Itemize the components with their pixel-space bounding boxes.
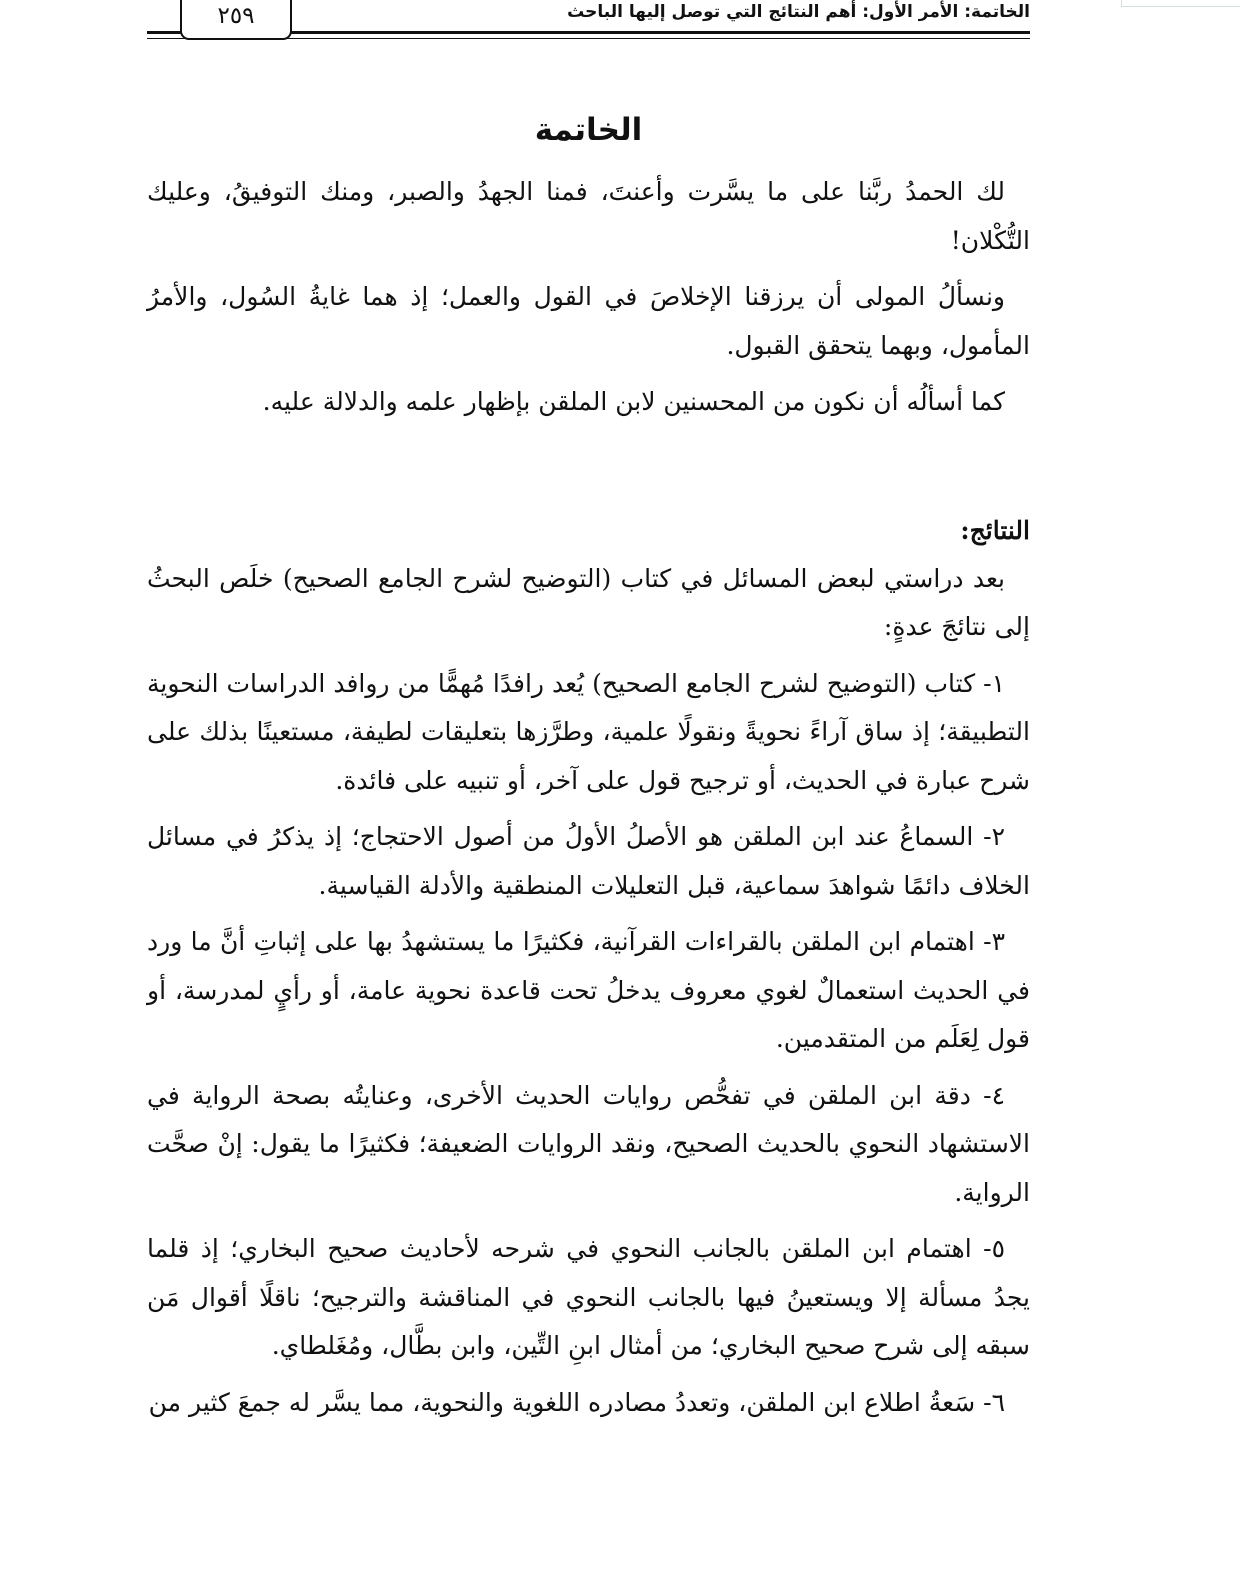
results-heading: النتائج: <box>960 515 1030 545</box>
page-body <box>147 108 1030 1435</box>
result-item-2: ٢- السماعُ عند ابن الملقن هو الأصلُ الأولُ من أصول الاحتجاج؛ إذ يذكرُ في مسائل الخلاف دائمًا شواهدَ سماعية، قبل التعليلات المنطقية والأدلة القياسية. <box>147 822 1030 900</box>
running-header <box>147 0 1030 44</box>
page-corner-mark <box>1121 0 1240 7</box>
chapter-title: الخاتمة <box>534 112 643 148</box>
intro-paragraph-2: ونسألُ المولى أن يرزقنا الإخلاصَ في القول والعمل؛ إذ هما غايةُ السُول، والأمرُ المأمول، وبهما يتحقق القبول. <box>147 282 1030 360</box>
header-title: الخاتمة: الأمر الأول: أهم النتائج التي توصل إليها الباحث <box>567 2 1030 22</box>
result-item-6: ٦- سَعةُ اطلاع ابن الملقن، وتعددُ مصادره اللغوية والنحوية، مما يسَّر له جمعَ كثير من <box>148 1387 1005 1417</box>
result-item-5: ٥- اهتمام ابن الملقن بالجانب النحوي في شرحه لأحاديث صحيح البخاري؛ إذ قلما يجدُ مسألة إلا ويستعينُ فيها بالجانب النحوي في المناقشة والترجيح؛ ناقلًا أقوال مَن سبقه إلى شرح صحيح البخاري؛ من أمثال ابنِ التِّين، وابن بطَّال، ومُغَلطاي. <box>147 1234 1030 1360</box>
result-item-4: ٤- دقة ابن الملقن في تفحُّص روايات الحديث الأخرى، وعنايتُه بصحة الرواية في الاستشهاد النحوي بالحديث الصحيح، ونقد الروايات الضعيفة؛ فكثيرًا ما يقول: إنْ صحَّت الرواية. <box>147 1080 1030 1207</box>
intro-paragraph-1: لك الحمدُ ربَّنا على ما يسَّرت وأعنتَ، فمنا الجهدُ والصبر، ومنك التوفيقُ، وعليك التُّكْلان! <box>147 177 1030 255</box>
intro-paragraph-3: كما أسألُه أن نكون من المحسنين لابن الملقن بإظهار علمه والدلالة عليه. <box>262 387 1005 416</box>
result-item-3: ٣- اهتمام ابن الملقن بالقراءات القرآنية، فكثيرًا ما يستشهدُ بها على إثباتِ أنَّ ما ورد في الحديث استعمالٌ لغوي معروف يدخلُ تحت قاعدة نحوية عامة، أو رأيٍ لمدرسة، أو قول لِعَلَم من المتقدمين. <box>147 927 1030 1053</box>
page-number: ٢٥٩ <box>180 0 292 40</box>
results-intro: بعد دراستي لبعض المسائل في كتاب (التوضيح لشرح الجامع الصحيح) خلَص البحثُ إلى نتائجَ عدةٍ: <box>147 563 1030 641</box>
result-item-1: ١- كتاب (التوضيح لشرح الجامع الصحيح) يُعد رافدًا مُهمًّا من روافد الدراسات النحوية التطبيقة؛ إذ ساق آراءً نحويةً ونقولًا علمية، وطرَّزها بتعليقات لطيفة، مستعينًا بذلك على شرح عبارة في الحديث، أو ترجيح قول على آخر، أو تنبيه على فائدة. <box>147 668 1030 795</box>
